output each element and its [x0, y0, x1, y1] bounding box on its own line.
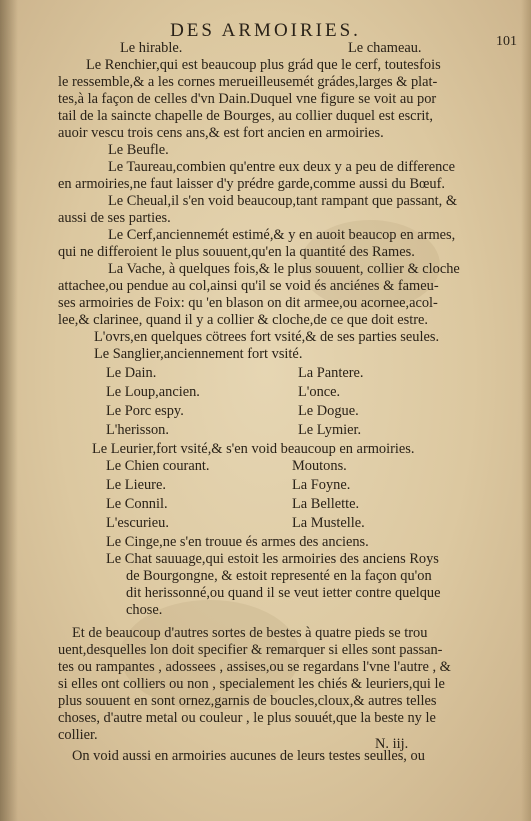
- list-item: L'once.: [298, 384, 341, 400]
- text-line: choses, d'autre metal ou couleur , le plus souuét,que la beste ny le: [58, 710, 436, 726]
- text-line: uent,desquelles lon doit specifier & remarquer si elles sont passan-: [58, 642, 443, 658]
- paragraph-cerf: [58, 227, 486, 261]
- paragraph-taureau: [58, 159, 486, 193]
- list-item: Le Chien courant.: [106, 458, 210, 474]
- text-line: collier.: [58, 727, 98, 743]
- signature-mark: N. iij.: [375, 736, 409, 752]
- text-line: qui ne differoient le plus souuent,qu'en la quantité des Rames.: [58, 244, 415, 260]
- list-item: La Bellette.: [292, 496, 360, 512]
- paragraph-bestes: [58, 625, 486, 744]
- text-line: si elles ont colliers ou non , specialement les chiés & leuriers,qui le: [58, 676, 445, 692]
- text-line: Le Taureau,combien qu'entre eux deux y a peu de difference: [108, 159, 456, 175]
- text-line: Le Cerf,anciennemét estimé,& y en auoit beaucop en armes,: [108, 227, 456, 243]
- text-line: Le Cheual,il s'en void beaucoup,tant rampant que passant, &: [108, 193, 458, 209]
- entry-left: Le hirable.: [120, 40, 183, 56]
- text-line: de Bourgongne, & estoit representé en la façon qu'on: [126, 568, 432, 584]
- text-line: en armoiries,ne faut laisser d'y prédre garde,comme aussi du Bœuf.: [58, 176, 446, 192]
- body-text: [58, 40, 486, 765]
- list-item: Le Dain.: [106, 365, 157, 381]
- list-row: [86, 496, 486, 515]
- text-line: attachee,ou pendue au col,ainsi qu'il se void és anciénes & fameu-: [58, 278, 439, 294]
- text-line: Le Chat sauuage,qui estoit les armoiries des anciens Roys: [106, 551, 439, 567]
- list-row: [86, 458, 486, 477]
- text-line: auoir vescu trois cens ans,& est fort ancien en armoiries.: [58, 125, 384, 141]
- list-row: [86, 515, 486, 534]
- list-item: Le Loup,ancien.: [106, 384, 200, 400]
- list-item: Moutons.: [292, 458, 347, 474]
- list-item: L'escurieu.: [106, 515, 169, 531]
- page-number: 101: [496, 34, 517, 49]
- list-row: [86, 477, 486, 496]
- entry-cinge: Le Cinge,ne s'en trouue és armes des anciens.: [106, 534, 369, 550]
- paragraph-renchier: [58, 57, 486, 142]
- text-line: aussi de ses parties.: [58, 210, 171, 226]
- list-item: Le Connil.: [106, 496, 168, 512]
- animal-list-two: [86, 458, 486, 534]
- text-line: plus souuent en sont ornez,garnis de boucles,cloux,& autres telles: [58, 693, 437, 709]
- text-line: tes,à la façon de celles d'vn Dain.Duquel vne figure se voit au por: [58, 91, 437, 107]
- text-line: chose.: [126, 602, 163, 618]
- text-line: La Vache, à quelques fois,& le plus souuent, collier & cloche: [108, 261, 460, 277]
- list-item: La Mustelle.: [292, 515, 365, 531]
- entry-right: Le chameau.: [348, 40, 422, 56]
- text-line: Le Renchier,qui est beaucoup plus grád que le cerf, toutesfois: [86, 57, 441, 73]
- paragraph-cheual: [58, 193, 486, 227]
- list-item: La Foyne.: [292, 477, 351, 493]
- list-item: L'herisson.: [106, 422, 169, 438]
- text-line: lee,& clarinee, quand il y a collier & cloche,de ce que doit estre.: [58, 312, 428, 328]
- paragraph-vache: [58, 261, 486, 329]
- text-line-last: On void aussi en armoiries aucunes de leurs testes seulles, ou: [72, 748, 425, 764]
- list-row: [86, 384, 486, 403]
- list-item: La Pantere.: [298, 365, 364, 381]
- list-item: Le Lymier.: [298, 422, 362, 438]
- list-row: [86, 403, 486, 422]
- top-pair: [86, 40, 486, 57]
- text-line: tes ou rampantes , adossees , assises,ou se regardans l'vne l'autre , &: [58, 659, 451, 675]
- text-line: dit herissonné,ou quand il se veut ietter contre quelque: [126, 585, 441, 601]
- paragraph-chat: [86, 551, 486, 619]
- entry-beufle: Le Beufle.: [108, 142, 169, 158]
- entry-ours: L'ovrs,en quelques cötrees fort vsité,& de ses parties seules.: [94, 329, 440, 345]
- entry-sanglier: Le Sanglier,anciennement fort vsité.: [94, 346, 303, 362]
- text-line: ses armoiries de Foix: qu 'en blason on dit armee,ou acornee,acol-: [58, 295, 438, 311]
- running-head: DES ARMOIRIES.: [170, 20, 361, 41]
- text-line: tail de la saincte chapelle de Bourges, au collier duquel est escrit,: [58, 108, 433, 124]
- list-item: Le Dogue.: [298, 403, 359, 419]
- list-item: Le Lieure.: [106, 477, 166, 493]
- text-line: le ressemble,& a les cornes merueilleusemét grádes,larges & plat-: [58, 74, 438, 90]
- list-item: Le Porc espy.: [106, 403, 184, 419]
- list-row: [86, 422, 486, 441]
- list-row: [86, 365, 486, 384]
- entry-leurier: Le Leurier,fort vsité,& s'en void beaucoup en armoiries.: [92, 441, 415, 457]
- animal-list-one: [86, 365, 486, 441]
- text-line: Et de beaucoup d'autres sortes de bestes à quatre pieds se trou: [72, 625, 428, 641]
